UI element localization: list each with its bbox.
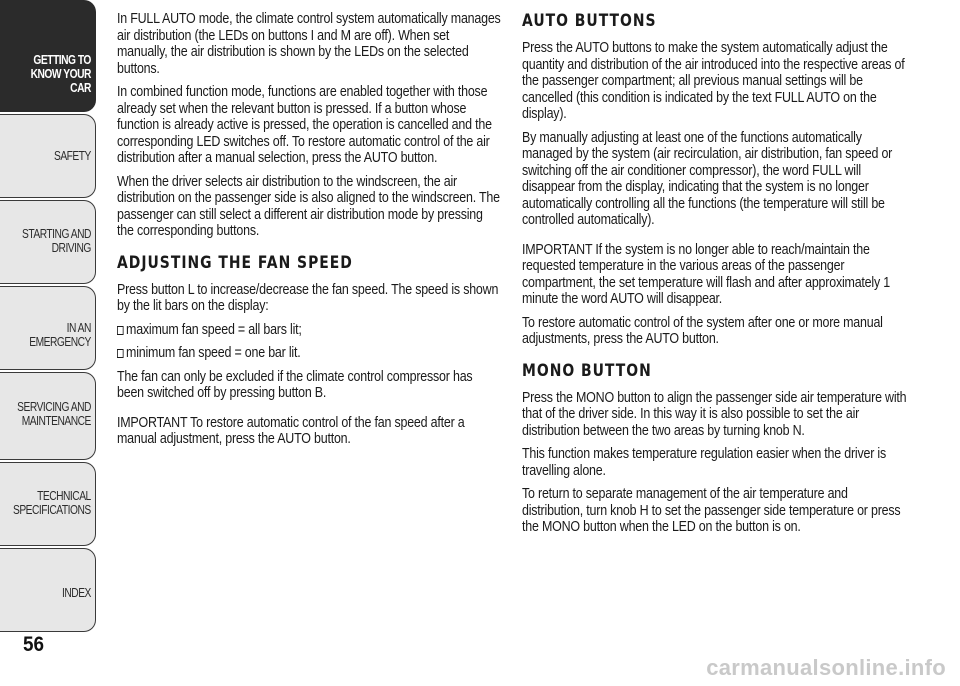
- paragraph: To restore automatic control of the system after one or more manual adjustments, press the AUTO button.: [522, 313, 883, 347]
- list-item: [117, 322, 502, 339]
- paragraph: In combined function mode, functions are enabled together with those already set when the relevant button is pressed. If a button whose function is already active is pressed, the operation is cancelled and the corresponding LED switches off. To restore automatic control of the air distribution after a manual selection, press the AUTO button.: [117, 83, 492, 166]
- paragraph: Press button L to increase/decrease the fan speed. The speed is shown by the lit bars on the display:: [117, 280, 499, 314]
- tab-servicing-and-maintenance[interactable]: [0, 372, 96, 460]
- tab-label: TECHNICAL SPECIFICATIONS: [13, 489, 91, 517]
- paragraph: Press the MONO button to align the passenger side air temperature with that of the driver side. In this way it is also possible to set the air distribution between the two areas by turning knob N.: [522, 388, 907, 439]
- section-heading-fan-speed: ADJUSTING THE FAN SPEED: [117, 252, 353, 273]
- important-note: IMPORTANT To restore automatic control of the fan speed after a manual adjustment, press the AUTO button.: [117, 413, 465, 447]
- paragraph: In FULL AUTO mode, the climate control system automatically manages air distribution (the LEDs on buttons I and M are off). When set manually, the air distribution is shown by the LEDs on the selected buttons.: [117, 10, 501, 77]
- tab-label: INDEX: [62, 586, 91, 600]
- watermark: carmanualsonline.info: [706, 655, 946, 680]
- tab-in-an-emergency[interactable]: [0, 286, 96, 370]
- tab-label: STARTING AND DRIVING: [21, 227, 91, 255]
- paragraph: The fan can only be excluded if the climate control compressor has been switched off by pressing button B.: [117, 367, 473, 401]
- list-item-text: maximum fan speed = all bars lit;: [126, 320, 302, 338]
- tab-label: GETTING TO KNOW YOUR CAR: [30, 53, 91, 95]
- important-note: IMPORTANT If the system is no longer able to reach/maintain the requested temperature in the various areas of the passenger compartment, the set temperature will flash and after approximately 1 minute the word AUTO will disappear.: [522, 240, 890, 307]
- tab-label: SERVICING AND MAINTENANCE: [17, 400, 91, 428]
- tab-label: IN AN EMERGENCY: [29, 321, 91, 349]
- tab-safety[interactable]: [0, 114, 96, 198]
- checkbox-bullet-icon: [117, 349, 124, 358]
- tab-index[interactable]: [0, 548, 96, 632]
- section-heading-mono-button: MONO BUTTON: [522, 360, 652, 381]
- tab-starting-and-driving[interactable]: [0, 200, 96, 284]
- paragraph: This function makes temperature regulation easier when the driver is travelling alone.: [522, 445, 887, 479]
- section-heading-auto-buttons: AUTO BUTTONS: [522, 11, 657, 31]
- tab-getting-to-know-your-car[interactable]: [0, 0, 96, 112]
- paragraph: By manually adjusting at least one of the functions automatically managed by the system (air recirculation, air distribution, fan speed or switching off the air conditioner compressor), the word FULL will disappear from the display, indicating that the system is no longer automatically controlling all the functions (the temperature will still be controlled automatically).: [522, 128, 893, 228]
- checkbox-bullet-icon: [117, 326, 124, 335]
- page-number: 56: [23, 633, 45, 656]
- paragraph: To return to separate management of the air temperature and distribution, turn knob H to set the passenger side temperature or press the MONO button when the LED on the button is on.: [522, 485, 901, 535]
- paragraph: Press the AUTO buttons to make the system automatically adjust the quantity and distribution of the air introduced into the respective areas of the passenger compartment; all previous manual settings will be cancelled (this condition is indicated by the text FULL AUTO on the display).: [522, 39, 905, 122]
- left-column: [117, 11, 501, 455]
- tab-technical-specifications[interactable]: [0, 462, 96, 546]
- paragraph: When the driver selects air distribution to the windscreen, the air distribution on the passenger side is also aligned to the windscreen. The passenger can still select a different air distribution mode by pressing the corresponding buttons.: [117, 172, 500, 239]
- list-item: [117, 345, 502, 362]
- right-column: [522, 11, 912, 543]
- chapter-sidebar: [0, 0, 100, 640]
- tab-label: SAFETY: [53, 149, 91, 163]
- list-item-text: minimum fan speed = one bar lit.: [126, 344, 301, 361]
